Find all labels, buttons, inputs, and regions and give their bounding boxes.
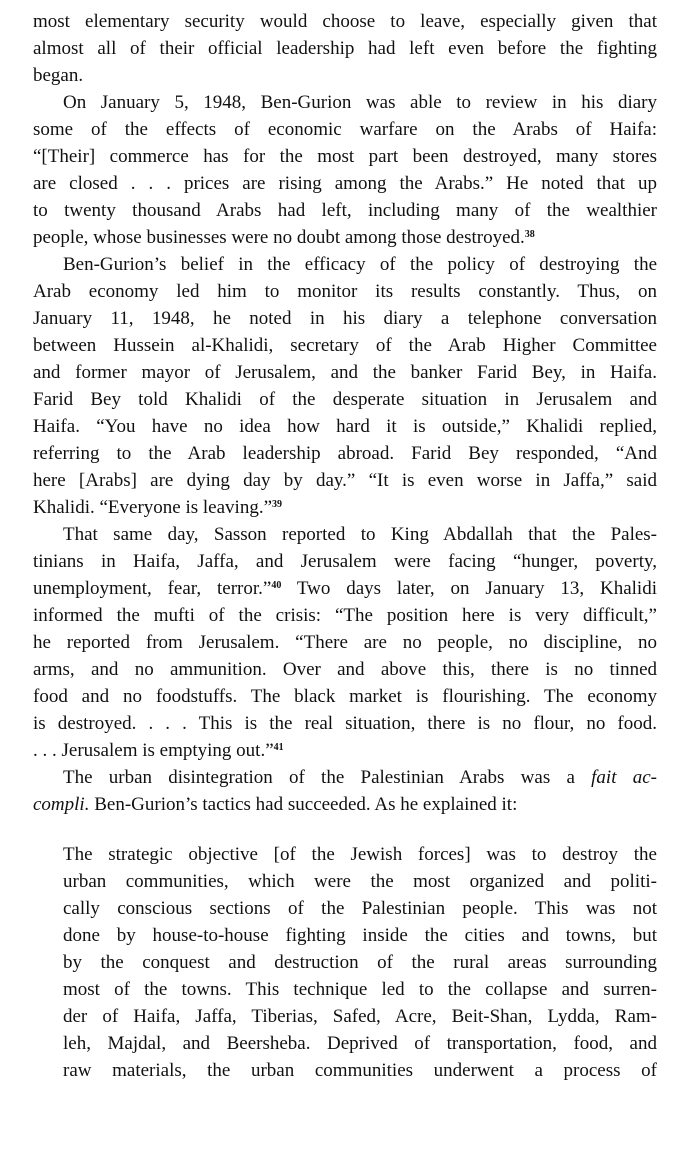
text-line: [33, 224, 657, 251]
italic-text: fait ac-: [591, 767, 657, 788]
line-text: most of the towns. This technique led to the collapse and surren-: [63, 979, 657, 1000]
text-line: [63, 1030, 657, 1057]
line-text: he reported from Jerusalem. “There are no people, no discipline, no: [33, 632, 657, 653]
text-line: [63, 976, 657, 1003]
text-line: [63, 1057, 657, 1084]
line-text: Haifa. “You have no idea how hard it is outside,” Khalidi replied,: [33, 416, 657, 437]
line-text: tinians in Haifa, Jaffa, and Jerusalem were facing “hunger, poverty,: [33, 551, 657, 572]
text-line: [63, 895, 657, 922]
line-text: almost all of their official leadership had left even before the fighting: [33, 38, 657, 59]
line-text: Ben-Gurion’s tactics had succeeded. As he explained it:: [89, 794, 518, 815]
line-text: done by house-to-house fighting inside the cities and towns, but: [63, 925, 657, 946]
line-text: Two days later, on January 13, Khalidi: [281, 578, 657, 599]
footnote-marker: 40: [271, 580, 282, 591]
line-text: “[Their] commerce has for the most part been destroyed, many stores: [33, 146, 657, 167]
line-text: unemployment, fear, terror.”: [33, 578, 272, 599]
text-line: [33, 737, 657, 764]
italic-text: compli.: [33, 794, 90, 815]
text-line: [33, 197, 657, 224]
footnote-marker: 39: [272, 499, 283, 510]
line-text: informed the mufti of the crisis: “The position here is very difficult,”: [33, 605, 657, 626]
line-text: and former mayor of Jerusalem, and the banker Farid Bey, in Haifa.: [33, 362, 657, 383]
text-line: [63, 949, 657, 976]
line-text: leh, Majdal, and Beersheba. Deprived of transportation, food, and: [63, 1033, 657, 1054]
text-line: [33, 35, 657, 62]
line-text: The urban disintegration of the Palestinian Arabs was a: [63, 767, 592, 788]
line-text: here [Arabs] are dying day by day.” “It is even worse in Jaffa,” said: [33, 470, 657, 491]
line-text: urban communities, which were the most organized and politi-: [63, 871, 657, 892]
line-text: Farid Bey told Khalidi of the desperate situation in Jerusalem and: [33, 389, 657, 410]
body-text: [33, 8, 657, 818]
text-line: [33, 386, 657, 413]
line-text: raw materials, the urban communities underwent a process of: [63, 1060, 657, 1081]
line-text: is destroyed. . . . This is the real situation, there is no flour, no food.: [33, 713, 657, 734]
text-line: [33, 494, 657, 521]
line-text: . . . Jerusalem is emptying out.”: [33, 740, 274, 761]
line-text: between Hussein al-Khalidi, secretary of the Arab Higher Committee: [33, 335, 657, 356]
line-text: people, whose businesses were no doubt among those destroyed.: [33, 227, 525, 248]
text-line: [33, 116, 657, 143]
line-text: That same day, Sasson reported to King Abdallah that the Pales-: [63, 524, 657, 545]
line-text: most elementary security would choose to leave, especially given that: [33, 11, 657, 32]
text-line: [33, 170, 657, 197]
line-text: by the conquest and destruction of the rural areas surrounding: [63, 952, 657, 973]
line-text: arms, and no ammunition. Over and above this, there is no tinned: [33, 659, 657, 680]
text-line: [33, 305, 657, 332]
text-line: [33, 359, 657, 386]
text-line: [63, 1003, 657, 1030]
text-line: [33, 278, 657, 305]
text-line: [33, 656, 657, 683]
text-line: [33, 602, 657, 629]
line-text: to twenty thousand Arabs had left, including many of the wealthier: [33, 200, 657, 221]
text-line: [33, 548, 657, 575]
line-text: began.: [33, 65, 84, 86]
line-text: referring to the Arab leadership abroad. Farid Bey responded, “And: [33, 443, 657, 464]
line-text: some of the effects of economic warfare on the Arabs of Haifa:: [33, 119, 657, 140]
text-line: [33, 332, 657, 359]
block-quote: [63, 841, 657, 1084]
text-line: [33, 521, 657, 548]
line-text: On January 5, 1948, Ben-Gurion was able to review in his diary: [63, 92, 657, 113]
line-text: food and no foodstuffs. The black market is flourishing. The economy: [33, 686, 657, 707]
text-line: [33, 467, 657, 494]
text-line: [33, 251, 657, 278]
text-line: [33, 629, 657, 656]
text-line: [33, 791, 657, 818]
line-text: January 11, 1948, he noted in his diary a telephone conversation: [33, 308, 657, 329]
text-line: [33, 89, 657, 116]
line-text: are closed . . . prices are rising among the Arabs.” He noted that up: [33, 173, 657, 194]
text-line: [33, 440, 657, 467]
text-line: [33, 683, 657, 710]
text-line: [63, 922, 657, 949]
text-line: [33, 143, 657, 170]
line-text: Ben-Gurion’s belief in the efficacy of the policy of destroying the: [63, 254, 657, 275]
line-text: Arab economy led him to monitor its results constantly. Thus, on: [33, 281, 657, 302]
footnote-marker: 41: [273, 742, 284, 753]
text-line: [63, 868, 657, 895]
text-line: [33, 764, 657, 791]
footnote-marker: 38: [524, 229, 535, 240]
text-line: [33, 575, 657, 602]
line-text: der of Haifa, Jaffa, Tiberias, Safed, Acre, Beit-Shan, Lydda, Ram-: [63, 1006, 657, 1027]
line-text: Khalidi. “Everyone is leaving.”: [33, 497, 273, 518]
line-text: The strategic objective [of the Jewish forces] was to destroy the: [63, 844, 657, 865]
text-line: [33, 413, 657, 440]
line-text: cally conscious sections of the Palestinian people. This was not: [63, 898, 657, 919]
text-line: [33, 62, 657, 89]
text-line: [33, 8, 657, 35]
text-line: [33, 710, 657, 737]
text-line: [63, 841, 657, 868]
